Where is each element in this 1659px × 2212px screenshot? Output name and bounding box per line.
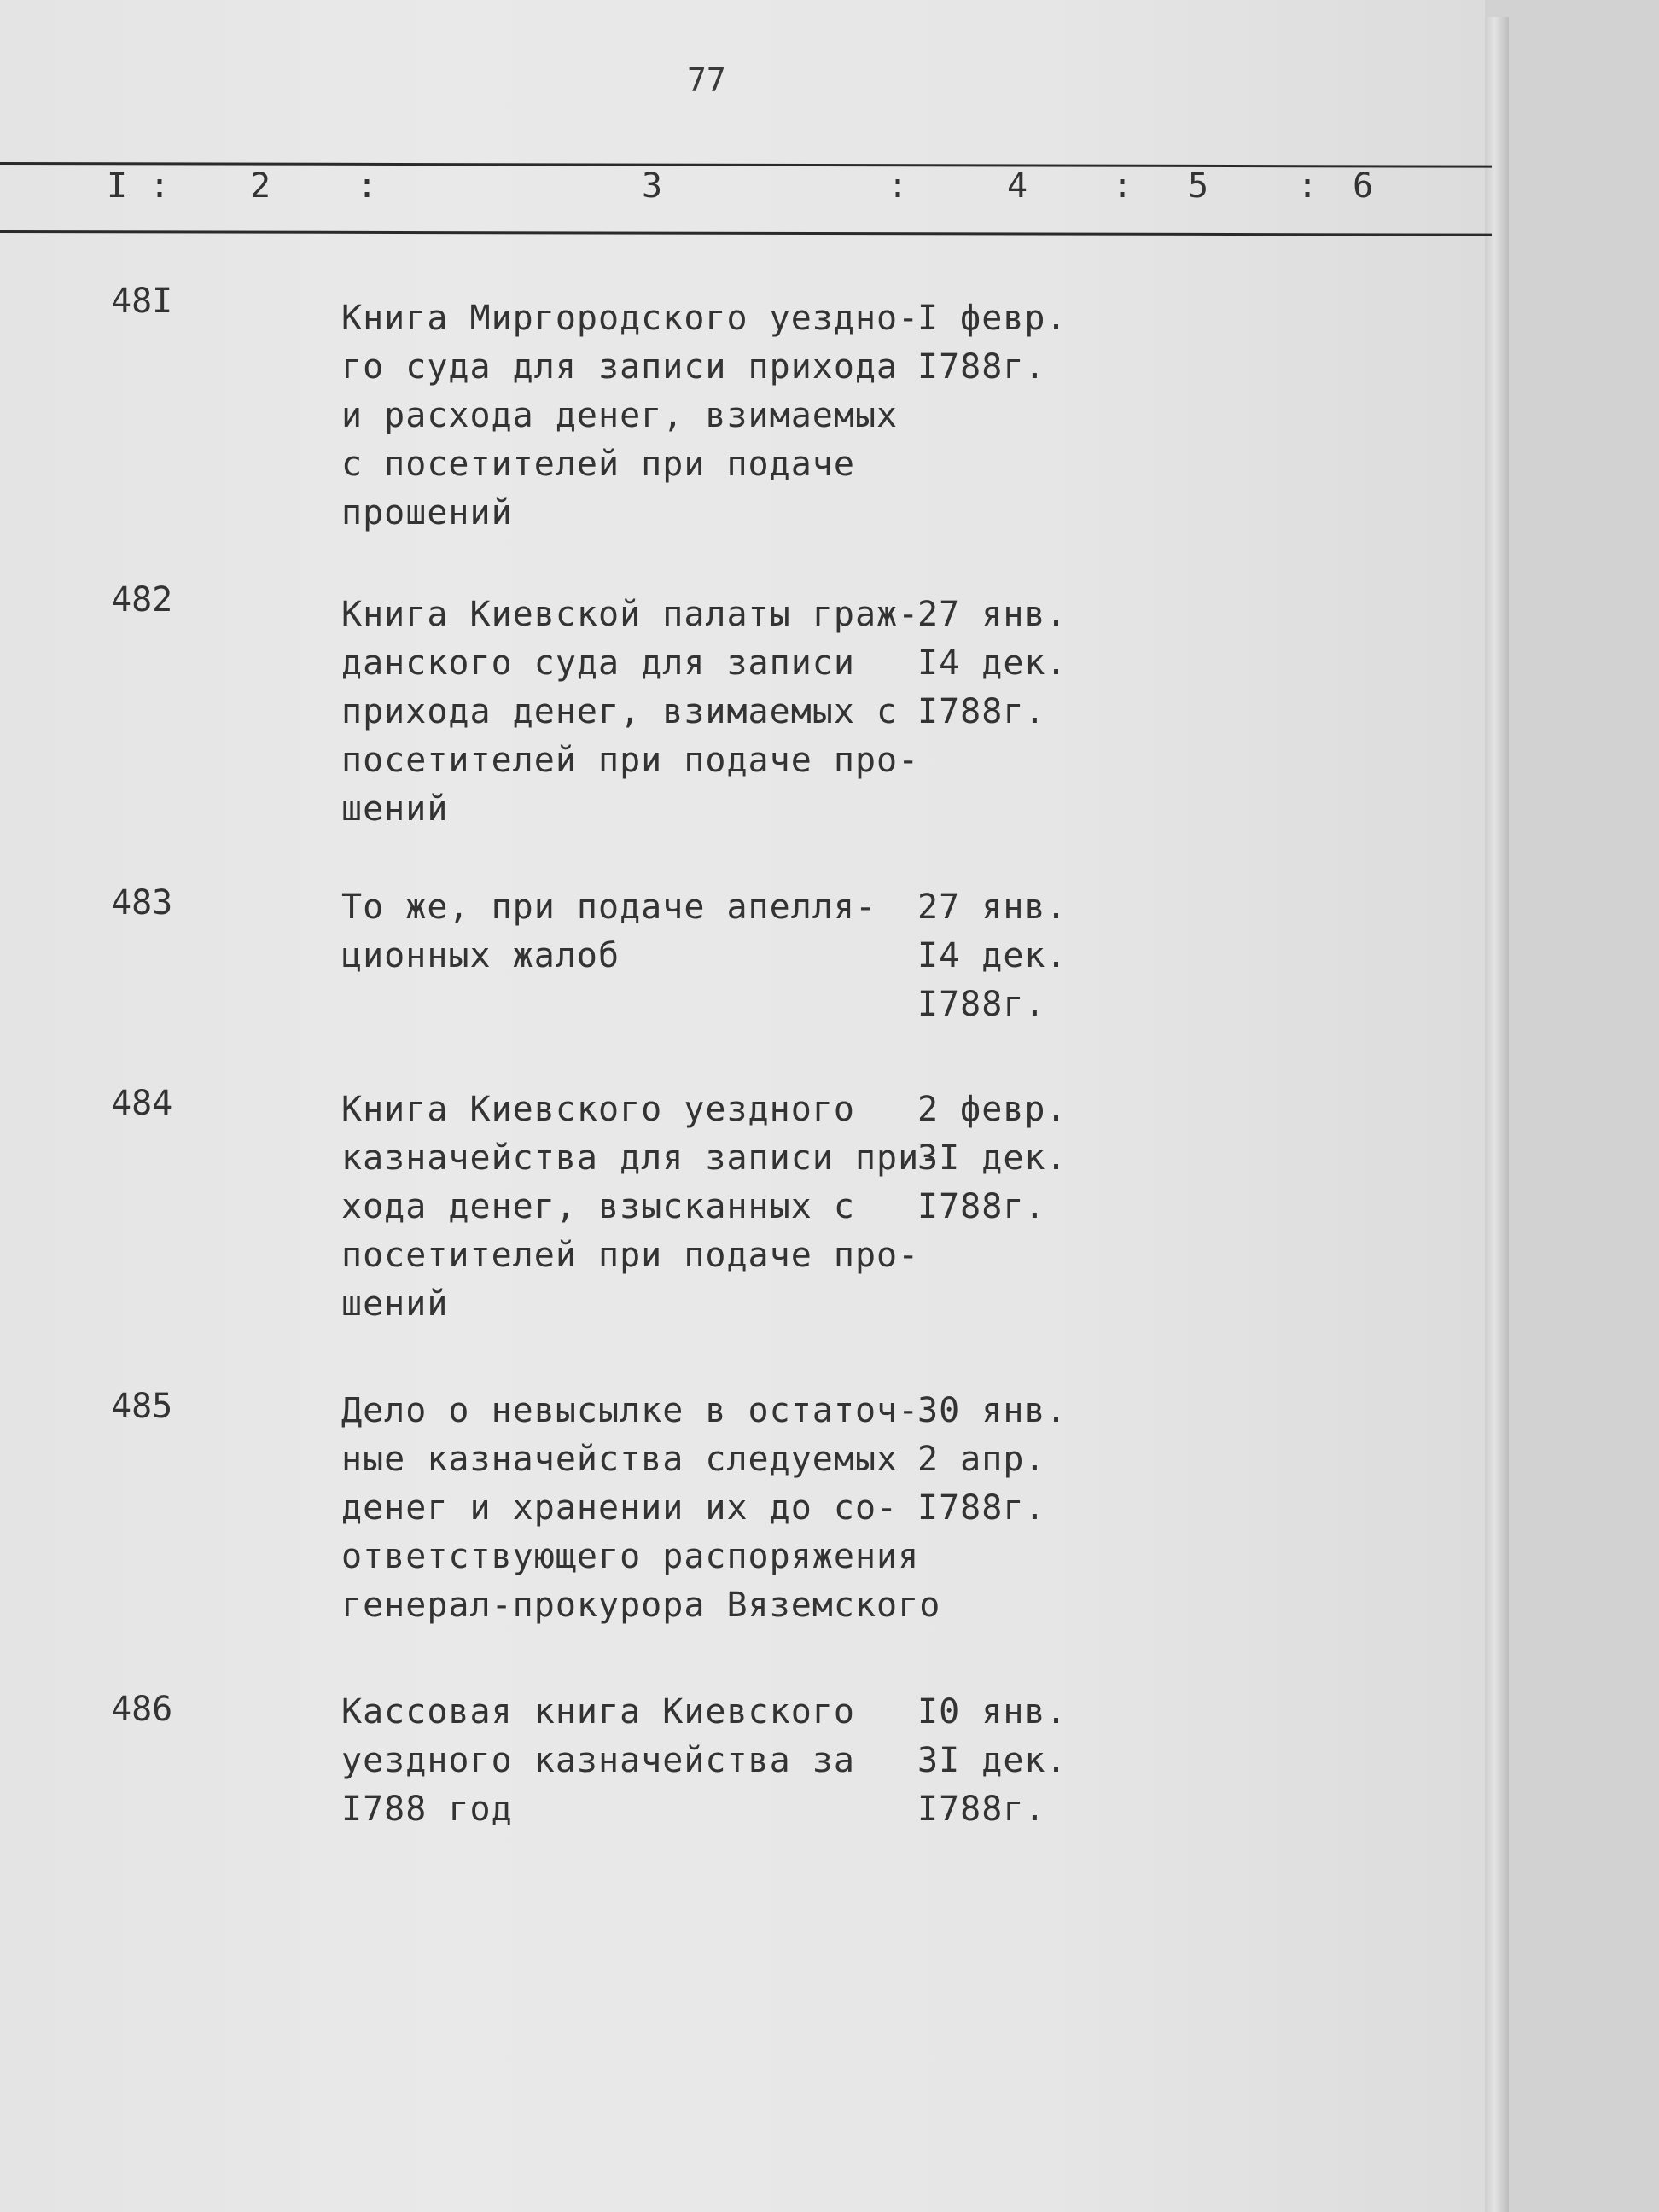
description-line: шений — [341, 789, 449, 829]
record-dates — [917, 883, 1068, 1029]
column-header-6: 6 — [1353, 166, 1374, 206]
description-line: посетителей при подаче про- — [341, 1236, 920, 1275]
column-header-2: 2 — [250, 166, 271, 206]
column-separator: : — [888, 166, 909, 206]
date-line: I февр. — [917, 299, 1068, 338]
record-dates — [917, 1387, 1068, 1533]
description-line: I788 год — [341, 1790, 513, 1829]
record-number: 483 — [111, 883, 173, 923]
description-line: шений — [341, 1284, 449, 1324]
date-line: 30 янв. — [917, 1391, 1068, 1430]
description-line: генерал-прокурора Вяземского — [341, 1586, 941, 1625]
date-line: I4 дек. — [917, 643, 1068, 683]
description-line: хода денег, взысканных с — [341, 1187, 855, 1226]
description-line: ционных жалоб — [341, 936, 620, 975]
description-line: данского суда для записи — [341, 643, 855, 683]
description-line: прошений — [341, 493, 513, 533]
record-description — [341, 1387, 939, 1630]
record-number: 485 — [111, 1387, 173, 1426]
description-line: ные казначейства следуемых — [341, 1440, 899, 1479]
date-line: 2 апр. — [917, 1440, 1046, 1479]
column-separator: : — [1112, 166, 1133, 206]
date-line: 27 янв. — [917, 595, 1068, 634]
column-header-1: I — [107, 166, 128, 206]
description-line: казначейства для записи при- — [341, 1138, 941, 1178]
column-header-5: 5 — [1188, 166, 1209, 206]
description-line: уездного казначейства за — [341, 1741, 855, 1780]
page-number: 77 — [687, 61, 726, 99]
description-line: денег и хранении их до со- — [341, 1488, 899, 1528]
description-line: Книга Киевской палаты граж- — [341, 595, 920, 634]
description-line: посетителей при подаче про- — [341, 741, 920, 780]
record-number: 484 — [111, 1084, 173, 1123]
column-separator: : — [1297, 166, 1318, 206]
date-line: I788г. — [917, 1187, 1046, 1226]
date-line: I788г. — [917, 1790, 1046, 1829]
column-header-3: 3 — [642, 166, 663, 206]
record-description — [341, 1688, 939, 1834]
date-line: I788г. — [917, 985, 1046, 1024]
date-line: I4 дек. — [917, 936, 1068, 975]
description-line: Книга Миргородского уездно- — [341, 299, 920, 338]
description-line: прихода денег, взимаемых с — [341, 692, 899, 731]
record-number: 486 — [111, 1690, 173, 1729]
description-line: То же, при подаче апелля- — [341, 888, 877, 927]
description-line: Дело о невысылке в остаточ- — [341, 1391, 920, 1430]
date-line: I788г. — [917, 347, 1046, 387]
record-number: 48I — [111, 282, 173, 321]
description-line: Книга Киевского уездного — [341, 1090, 855, 1129]
column-header-4: 4 — [1007, 166, 1028, 206]
description-line: ответствующего распоряжения — [341, 1537, 920, 1576]
record-number: 482 — [111, 580, 173, 620]
page-edge — [1485, 17, 1509, 2212]
date-line: I788г. — [917, 1488, 1046, 1528]
date-line: 27 янв. — [917, 888, 1068, 927]
description-line: го суда для записи прихода — [341, 347, 899, 387]
record-dates — [917, 591, 1068, 736]
date-line: I0 янв. — [917, 1692, 1068, 1732]
description-line: и расхода денег, взимаемых — [341, 396, 899, 435]
column-separator: : — [357, 166, 378, 206]
record-description — [341, 294, 939, 538]
record-dates — [917, 1688, 1068, 1834]
record-description — [341, 883, 939, 981]
description-line: Кассовая книга Киевского — [341, 1692, 855, 1732]
record-description — [341, 591, 939, 834]
record-dates — [917, 1086, 1068, 1231]
column-separator: : — [149, 166, 171, 206]
record-dates — [917, 294, 1068, 392]
date-line: 3I дек. — [917, 1741, 1068, 1780]
date-line: 3I дек. — [917, 1138, 1068, 1178]
date-line: 2 февр. — [917, 1090, 1068, 1129]
date-line: I788г. — [917, 692, 1046, 731]
record-description — [341, 1086, 939, 1329]
description-line: с посетителей при подаче — [341, 445, 855, 484]
